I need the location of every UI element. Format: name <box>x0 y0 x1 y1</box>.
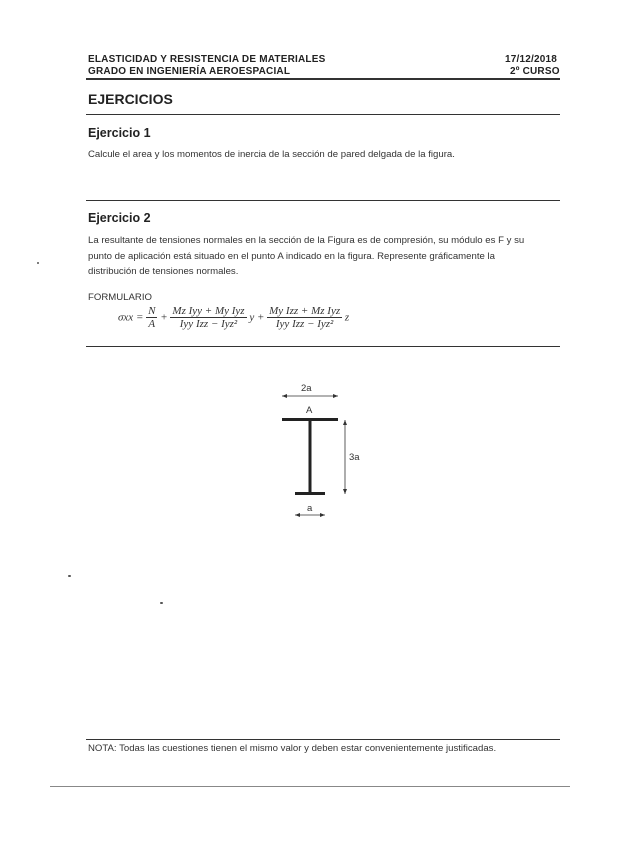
exercise1-title: Ejercicio 1 <box>88 126 151 140</box>
exam-date: 17/12/2018 <box>505 54 558 65</box>
i-section-figure <box>270 378 380 520</box>
note-divider <box>86 739 560 740</box>
formula-lhs: σxx = <box>118 311 144 324</box>
bottom-flange <box>295 492 325 495</box>
plus-sign: + <box>160 311 168 324</box>
bottom-scan-line <box>50 786 570 787</box>
exercise1-statement: Calcule el area y los momentos de inercia de la sección de pared delgada de la figura. <box>88 149 455 160</box>
exercise2-line1: La resultante de tensiones normales en la sección de la Figura es de compresión, su módulo es F y su <box>88 235 525 246</box>
scan-speck <box>160 602 163 604</box>
exercise2-line2: punto de aplicación está situado en el punto A indicado en la figura. Represente gráficamente la <box>88 251 495 262</box>
z-variable: z <box>344 311 350 324</box>
top-dimension-arrowhead-left <box>282 394 287 398</box>
normal-stress-formula <box>118 305 349 330</box>
axial-term: $\frac{N}{A}$ <box>148 305 156 330</box>
formulario-label: FORMULARIO <box>88 292 152 303</box>
height-label: 3a <box>349 452 360 463</box>
top-flange <box>282 418 338 421</box>
note-text: NOTA: Todas las cuestiones tienen el mismo valor y deben estar convenientemente justificadas. <box>88 743 497 754</box>
scan-speck <box>68 575 71 577</box>
bottom-width-label: a <box>307 503 313 514</box>
course-year: 2º CURSO <box>510 66 560 77</box>
web <box>309 421 312 493</box>
top-width-label: 2a <box>301 383 312 394</box>
point-a-label: A <box>306 405 313 416</box>
bending-term-z: $\frac{\text{My Izz + Mz Iyz}}{\text{Iyy Izz − Iyz²}}$ <box>269 305 341 330</box>
y-variable: y + <box>249 311 265 324</box>
bottom-arrowhead-left <box>295 513 300 517</box>
course-title: ELASTICIDAD Y RESISTENCIA DE MATERIALES <box>88 54 326 65</box>
height-arrowhead-top <box>343 420 347 425</box>
degree-title: GRADO EN INGENIERÍA AEROESPACIAL <box>88 66 291 77</box>
exercise2-title: Ejercicio 2 <box>88 211 151 225</box>
header-divider <box>86 78 560 80</box>
formulario-divider <box>86 346 560 347</box>
section-title: EJERCICIOS <box>88 91 173 107</box>
exercise2-line3: distribución de tensiones normales. <box>88 266 239 277</box>
scan-speck <box>37 262 39 264</box>
exercise1-divider <box>86 200 560 201</box>
bottom-arrowhead-right <box>320 513 325 517</box>
top-dimension-arrowhead-right <box>333 394 338 398</box>
height-arrowhead-bottom <box>343 489 347 494</box>
bending-term-y: $\frac{\text{Mz Iyy + My Iyz}}{\text{Iyy Izz − Iyz²}}$ <box>172 305 245 330</box>
section-divider <box>86 114 560 115</box>
